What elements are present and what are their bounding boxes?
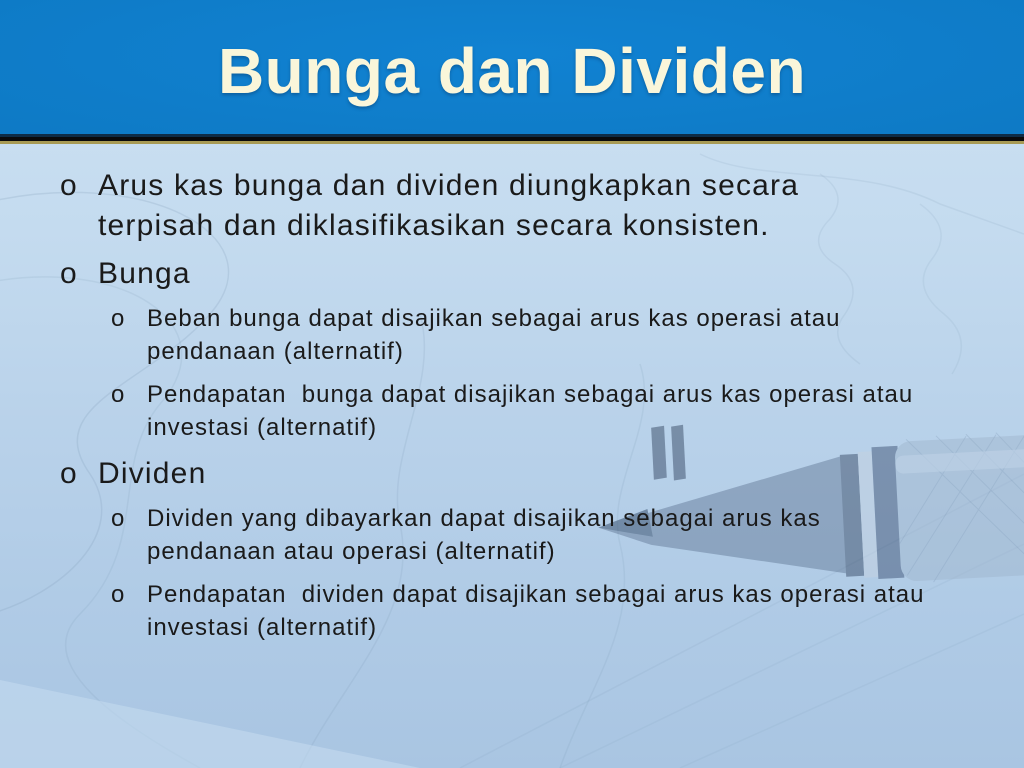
bullet-marker: o bbox=[111, 505, 126, 532]
bullet-marker: o bbox=[111, 381, 126, 408]
bullet-text: Dividen bbox=[98, 457, 207, 490]
bullet-item bbox=[60, 254, 994, 294]
bullet-item bbox=[60, 166, 994, 246]
bullet-text: Pendapatan dividen dapat disajikan sebagai arus kas operasi atau investasi (alternatif) bbox=[147, 581, 933, 641]
bullet-item bbox=[111, 302, 994, 368]
slide-header bbox=[0, 0, 1024, 134]
bullet-marker: o bbox=[60, 257, 78, 290]
bullet-item bbox=[60, 454, 994, 494]
bullet-marker: o bbox=[60, 457, 78, 490]
bullet-item bbox=[111, 378, 994, 444]
bullet-marker: o bbox=[60, 169, 78, 202]
bullet-item bbox=[111, 578, 994, 644]
bullet-item bbox=[111, 502, 994, 568]
bullet-text: Dividen yang dibayarkan dapat disajikan sebagai arus kas pendanaan atau operasi (alternatif) bbox=[147, 505, 829, 565]
slide-title: Bunga dan Dividen bbox=[217, 35, 807, 107]
bullet-list bbox=[0, 144, 1024, 644]
bullet-marker: o bbox=[111, 581, 126, 608]
bullet-marker: o bbox=[111, 305, 126, 332]
bullet-text: Bunga bbox=[98, 257, 191, 290]
bullet-text: Beban bunga dapat disajikan sebagai arus kas operasi atau pendanaan (alternatif) bbox=[147, 305, 849, 365]
bottom-left-haze bbox=[0, 680, 420, 768]
bullet-text: Arus kas bunga dan dividen diungkapkan secara terpisah dan diklasifikasikan secara konsisten. bbox=[98, 169, 809, 242]
bullet-text: Pendapatan bunga dapat disajikan sebagai arus kas operasi atau investasi (alternatif) bbox=[147, 381, 921, 441]
slide-body bbox=[0, 144, 1024, 768]
